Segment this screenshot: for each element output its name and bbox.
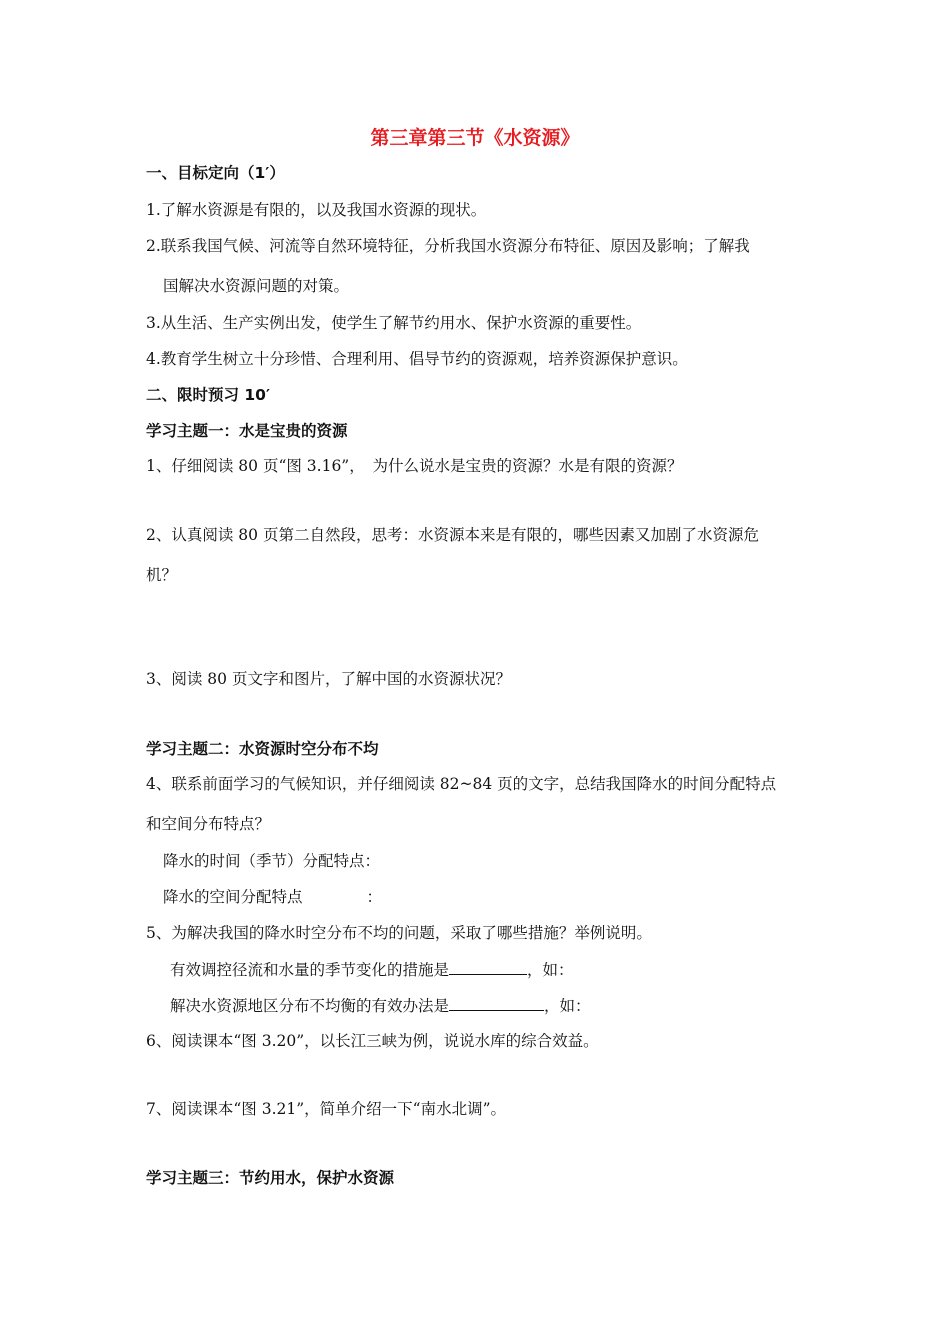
goal-item-3: 3.从生活、生产实例出发，使学生了解节约用水、保护水资源的重要性。	[146, 314, 642, 332]
measure-region-prompt	[170, 995, 591, 1016]
page-title: 第三章第三节《水资源》	[370, 127, 580, 149]
measure-runoff-example: ，如：	[527, 961, 574, 979]
topic-heading-2: 学习主题二：水资源时空分布不均	[146, 740, 379, 758]
measure-runoff-label: 有效调控径流和水量的季节变化的措施是	[170, 961, 450, 979]
question-2-continued: 机？	[146, 566, 178, 584]
space-distribution-label: 降水的空间分配特点	[163, 888, 303, 906]
question-4: 4、联系前面学习的气候知识，并仔细阅读 82~84 页的文字，总结我国降水的时间分配特点	[146, 775, 777, 793]
question-6: 6、阅读课本“图 3.20”，以长江三峡为例，说说水库的综合效益。	[146, 1032, 599, 1050]
measure-region-label: 解决水资源地区分布不均衡的有效办法是	[170, 997, 450, 1015]
goal-item-2: 2.联系我国气候、河流等自然环境特征，分析我国水资源分布特征、原因及影响；了解我	[146, 237, 750, 255]
measure-runoff-blank[interactable]	[449, 959, 527, 975]
goal-item-2-continued: 国解决水资源问题的对策。	[163, 277, 350, 295]
space-distribution-colon: ：	[366, 888, 383, 906]
question-1: 1、仔细阅读 80 页“图 3.16”， 为什么说水是宝贵的资源？水是有限的资源？	[146, 457, 683, 475]
goal-item-1: 1.了解水资源是有限的，以及我国水资源的现状。	[146, 201, 487, 219]
section-heading-goals: 一、目标定向（1′）	[146, 164, 285, 182]
section-heading-preview: 二、限时预习 10′	[146, 386, 271, 404]
measure-region-blank[interactable]	[449, 995, 544, 1011]
goal-item-4: 4.教育学生树立十分珍惜、合理利用、倡导节约的资源观，培养资源保护意识。	[146, 350, 688, 368]
question-4-continued: 和空间分布特点？	[146, 815, 271, 833]
time-distribution-prompt: 降水的时间（季节）分配特点：	[163, 852, 381, 870]
question-7: 7、阅读课本“图 3.21”，简单介绍一下“南水北调”。	[146, 1100, 506, 1118]
question-3: 3、阅读 80 页文字和图片，了解中国的水资源状况？	[146, 670, 511, 688]
space-distribution-prompt	[163, 887, 382, 907]
question-5: 5、为解决我国的降水时空分布不均的问题，采取了哪些措施？举例说明。	[146, 924, 652, 942]
measure-runoff-prompt	[170, 959, 574, 980]
question-2: 2、认真阅读 80 页第二自然段，思考：水资源本来是有限的，哪些因素又加剧了水资源危	[146, 526, 759, 544]
topic-heading-3: 学习主题三：节约用水，保护水资源	[146, 1169, 395, 1187]
measure-region-example: ，如：	[544, 997, 591, 1015]
topic-heading-1: 学习主题一：水是宝贵的资源	[146, 422, 348, 440]
